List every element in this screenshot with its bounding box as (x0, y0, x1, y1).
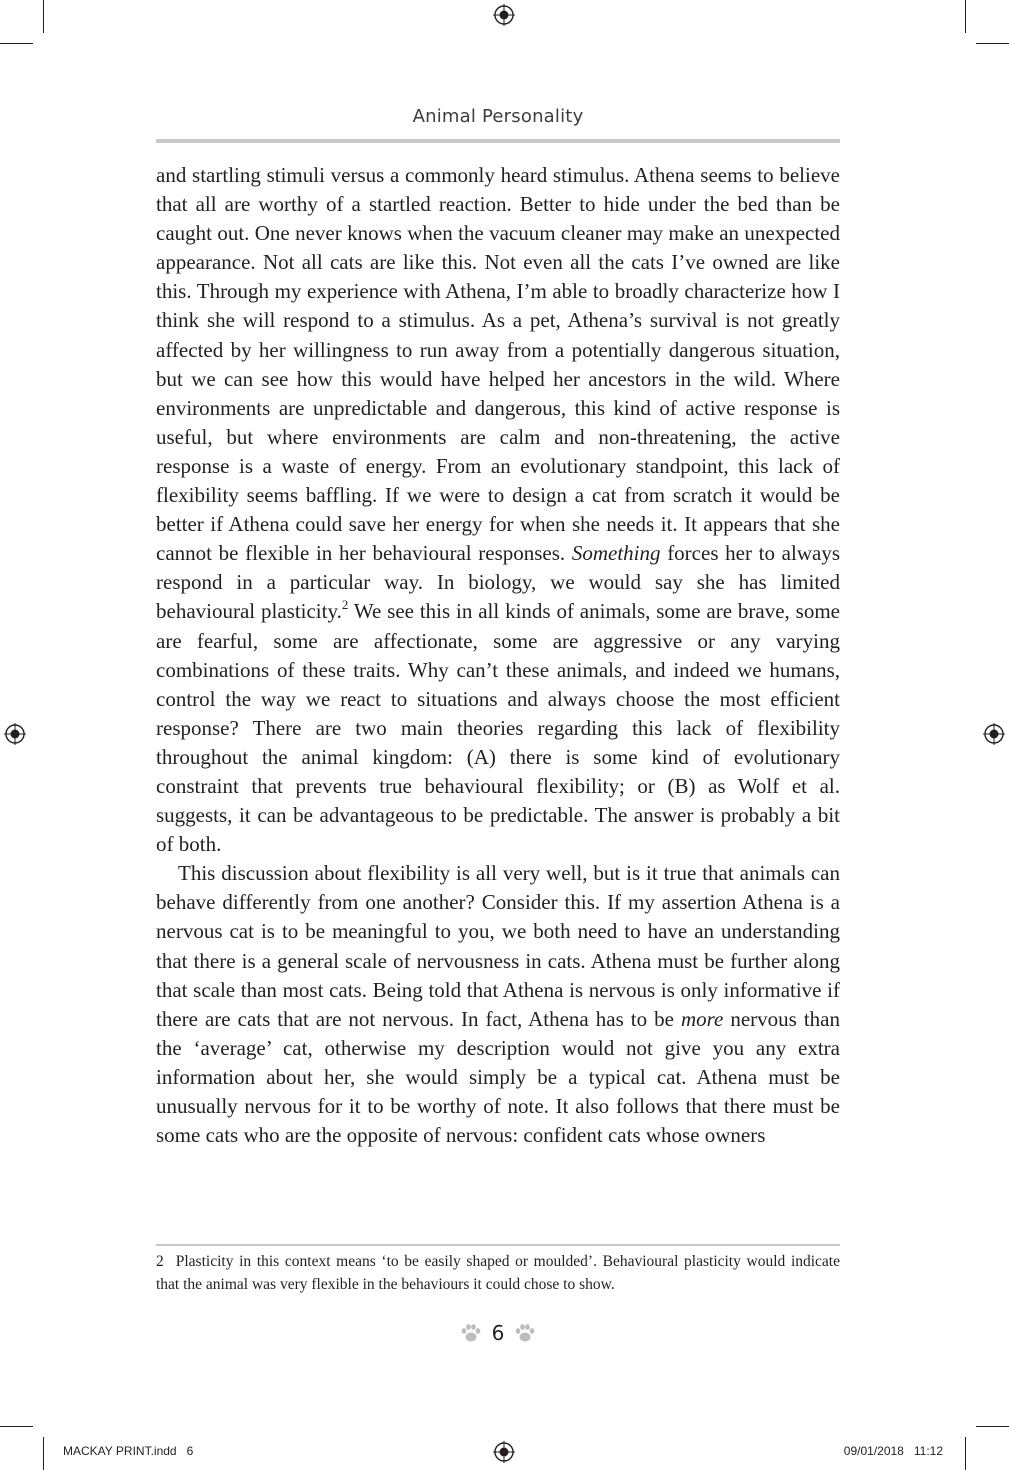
crop-mark-top-right-h (976, 43, 1009, 44)
crop-mark-top-right-v (965, 0, 966, 33)
footnote-number: 2 (156, 1253, 164, 1270)
paragraph-text: and startling stimuli versus a commonly heard stimulus. Athena seems to believe that all are worthy of a startled reaction. Better to hide under the bed than be caught out. One never knows when the vacuum cleaner may make an unexpected appearance. Not all cats are like this. Not even all the cats I’ve owned are like this. Through my experience with Athena, I’m able to broadly characterize how I think she will respond to a stimulus. As a pet, Athena’s survival is not greatly affected by her willingness to run away from a potentially dangerous situation, but we can see how this would have helped her ancestors in the wild. Where environments are unpredictable and dangerous, this kind of active response is useful, but where environments are calm and non-threatening, the active response is a waste of energy. From an evolutionary standpoint, this lack of flexibility seems baffling. If we were to design a cat from scratch it would be better if Athena could save her energy for when she needs it. It appears that she cannot be flexible in her behavioural responses. (156, 163, 840, 566)
footnote-rule (156, 1244, 840, 1246)
paragraph-text: nervous than the ‘average’ cat, otherwise my description would not give you any extra information about her, she would simply be a typical cat. Athena must be unusually nervous for it to be worthy of note. It also follows that there must be some cats who are the opposite of nervous: confident cats whose owners (156, 1006, 840, 1148)
footnote-text: Plasticity in this context means ‘to be easily shaped or moulded’. Behavioural plasticity would indicate that the animal was very flexible in the behaviours it could chose to show. (156, 1253, 840, 1293)
emphasis-text: Something (571, 541, 661, 566)
emphasis-text: more (680, 1006, 724, 1031)
paw-print-icon (514, 1323, 536, 1343)
paragraph (156, 859, 840, 1150)
crop-mark-bottom-left-h (0, 1426, 33, 1427)
registration-mark-icon (983, 723, 1005, 745)
header-rule (156, 139, 840, 143)
paw-print-icon (460, 1323, 482, 1343)
body-text (156, 161, 840, 1150)
slug-datetime: 09/01/2018 11:12 (843, 1444, 943, 1458)
crop-mark-top-left-h (0, 43, 33, 44)
paragraph-text: forces her to always respond in a particular way. In biology, we would say she has limited behavioural plasticity. (156, 541, 840, 624)
paragraph (156, 161, 840, 859)
running-head: Animal Personality (412, 106, 584, 127)
footnote (156, 1251, 840, 1296)
footnote-reference[interactable]: 2 (341, 597, 349, 613)
page-folio (456, 1318, 540, 1348)
paragraph-text: This discussion about flexibility is all very well, but is it true that animals can behave differently from one another? Consider this. If my assertion Athena is a nervous cat is to be meaningful to you, we both need to have an understanding that there is a general scale of nervousness in cats. Athena must be further along that scale than most cats. Being told that Athena is nervous is only informative if there are cats that are not nervous. In fact, Athena has to be (156, 861, 840, 1031)
page-number: 6 (491, 1321, 505, 1345)
registration-mark-icon (493, 1441, 515, 1463)
registration-mark-icon (4, 723, 26, 745)
crop-mark-top-left-v (43, 0, 44, 33)
crop-mark-bottom-left-v (43, 1437, 44, 1470)
crop-mark-bottom-right-h (976, 1426, 1009, 1427)
slug-file: MACKAY PRINT.indd 6 (63, 1444, 194, 1458)
registration-mark-icon (493, 4, 515, 26)
crop-mark-bottom-right-v (965, 1437, 966, 1470)
paragraph-text: We see this in all kinds of animals, some are brave, some are fearful, some are affectionate, some are aggressive or any varying combinations of these traits. Why can’t these animals, and indeed we humans, control the way we react to situations and always choose the most efficient response? There are two main theories regarding this lack of flexibility throughout the animal kingdom: (A) there is some kind of evolutionary constraint that prevents true behavioural flexibility; or (B) as Wolf et al. suggests, it can be advantageous to be predictable. The answer is probably a bit of both. (156, 599, 840, 857)
